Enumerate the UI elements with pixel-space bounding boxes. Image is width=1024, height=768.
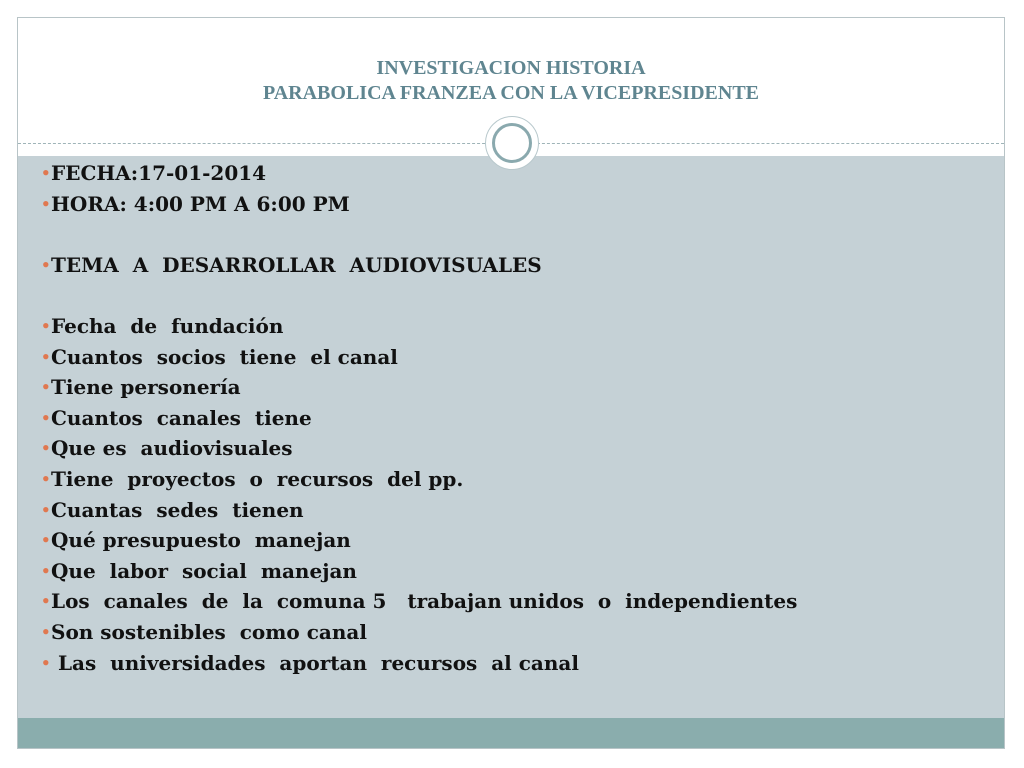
slide-title <box>18 56 1004 106</box>
title-line-2: PARABOLICA FRANZEA CON LA VICEPRESIDENTE <box>262 82 759 104</box>
bullet-icon: • <box>41 378 51 397</box>
bullet-icon: • <box>41 255 51 274</box>
list-item <box>41 433 797 464</box>
list-item-text: Fecha de fundación <box>51 313 284 338</box>
bullet-icon: • <box>41 439 51 458</box>
list-item <box>41 403 797 434</box>
list-item-text: Que labor social manejan <box>51 558 357 583</box>
list-item-text: Los canales de la comuna 5 trabajan unidos o independientes <box>51 589 798 614</box>
list-item-text: Qué presupuesto manejan <box>51 528 351 553</box>
bullet-icon: • <box>41 194 51 213</box>
list-item <box>41 372 797 403</box>
list-item-text: Cuantas sedes tienen <box>51 497 304 522</box>
bullet-icon: • <box>41 347 51 366</box>
bullet-list <box>41 158 797 678</box>
list-item-text: TEMA A DESARROLLAR AUDIOVISUALES <box>51 252 542 277</box>
title-line-1: INVESTIGACION HISTORIA <box>376 57 646 79</box>
list-item <box>41 342 797 373</box>
circle-ring-icon <box>492 123 532 163</box>
list-item-text: Cuantos socios tiene el canal <box>51 344 398 369</box>
list-item-text: Son sostenibles como canal <box>51 619 367 644</box>
list-item <box>41 495 797 526</box>
list-spacer <box>41 219 797 250</box>
list-item <box>41 525 797 556</box>
list-item-text: Cuantos canales tiene <box>51 405 312 430</box>
list-item <box>41 189 797 220</box>
list-item <box>41 617 797 648</box>
list-item <box>41 158 797 189</box>
bullet-icon: • <box>41 500 51 519</box>
bullet-icon: • <box>41 164 51 182</box>
bullet-icon: • <box>41 408 51 427</box>
footer-bar <box>18 718 1004 749</box>
list-item-text: Que es audiovisuales <box>51 436 293 461</box>
bullet-icon: • <box>41 469 51 488</box>
bullet-icon: • <box>41 316 51 335</box>
list-item-text: Tiene proyectos o recursos del pp. <box>51 466 464 491</box>
bullet-icon: • <box>41 653 51 672</box>
list-spacer <box>41 280 797 311</box>
list-item <box>41 464 797 495</box>
list-item-text: FECHA:17-01-2014 <box>51 161 267 185</box>
list-item-text: HORA: 4:00 PM A 6:00 PM <box>51 191 350 216</box>
bullet-icon: • <box>41 561 51 580</box>
list-item <box>41 586 797 617</box>
list-item <box>41 250 797 281</box>
bullet-icon: • <box>41 622 51 641</box>
list-item <box>41 648 797 679</box>
list-item-text: Tiene personería <box>51 375 241 400</box>
bullet-icon: • <box>41 592 51 611</box>
bullet-icon: • <box>41 531 51 550</box>
list-item <box>41 311 797 342</box>
list-item-text: Las universidades aportan recursos al canal <box>51 650 579 675</box>
list-item <box>41 556 797 587</box>
